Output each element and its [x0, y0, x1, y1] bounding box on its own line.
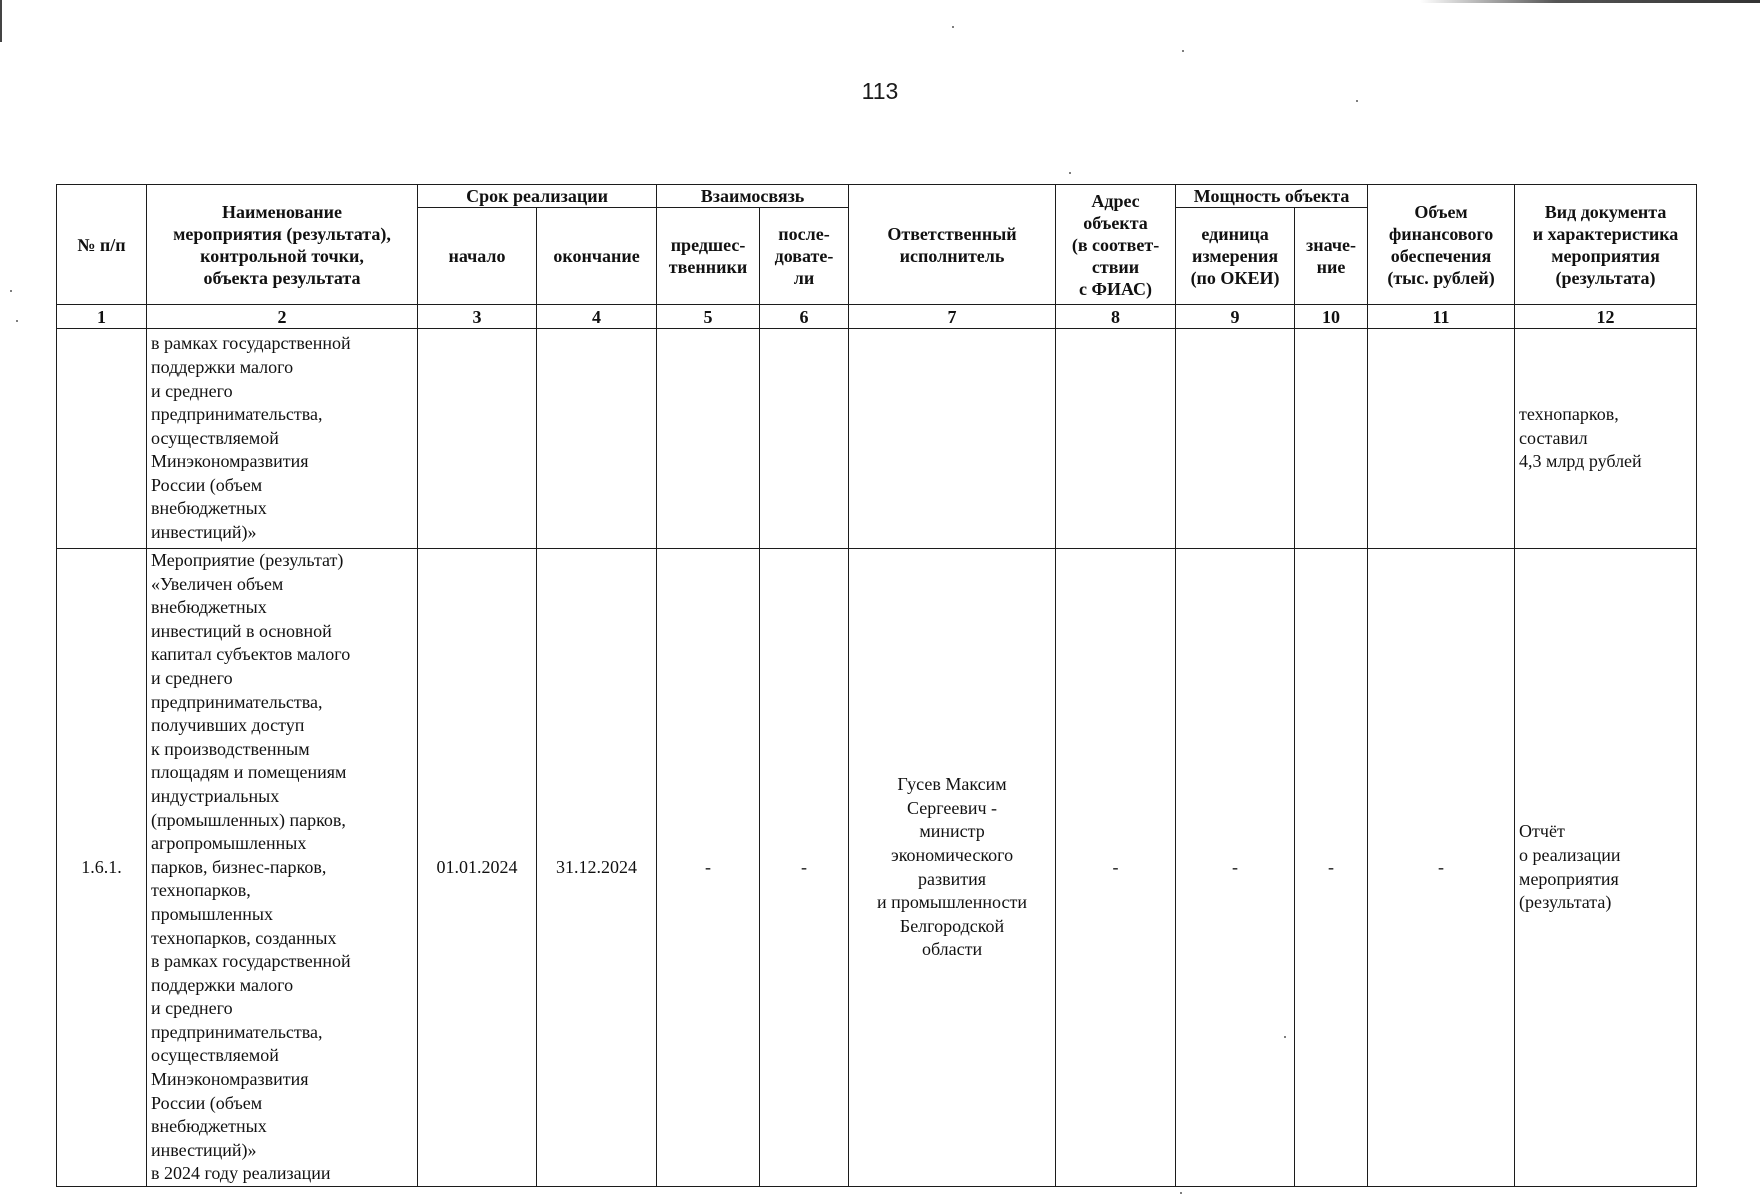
- cell-unit: -: [1176, 549, 1295, 1187]
- header-link-next: после- довате- ли: [760, 208, 849, 305]
- column-number: 4: [537, 305, 657, 329]
- column-number: 3: [418, 305, 537, 329]
- column-number: 5: [657, 305, 760, 329]
- cell-finance: -: [1368, 549, 1515, 1187]
- scan-left-mark: [0, 0, 2, 42]
- cell-responsible: Гусев Максим Сергеевич - министр экономического развития и промышленности Белгородской области: [849, 549, 1056, 1187]
- header-address: Адрес объекта (в соответ- ствии с ФИАС): [1056, 185, 1176, 305]
- cell-unit: [1176, 329, 1295, 549]
- cell-end: 31.12.2024: [537, 549, 657, 1187]
- cell-prev: -: [657, 549, 760, 1187]
- scan-speck: [1182, 50, 1184, 52]
- cell-document: Отчёт о реализации мероприятия (результата): [1515, 549, 1697, 1187]
- cell-end: [537, 329, 657, 549]
- schedule-table: [56, 184, 1697, 1187]
- cell-num: 1.6.1.: [57, 549, 147, 1187]
- header-capacity: Мощность объекта: [1176, 185, 1368, 208]
- header-finance: Объем финансового обеспечения (тыс. рублей): [1368, 185, 1515, 305]
- column-number: 6: [760, 305, 849, 329]
- cell-name: Мероприятие (результат) «Увеличен объем внебюджетных инвестиций в основной капитал субъектов малого и среднего предпринимательства, получивших доступ к производственным площадям и помещениям индустриальных (промышленных) парков, агропромышленных парков, бизнес-парков, технопарков, промышленных технопарков, созданных в рамках государственной поддержки малого и среднего предпринимательства, осуществляемой Минэкономразвития России (объем внебюджетных инвестиций)» в 2024 году реализации: [147, 549, 418, 1187]
- header-capacity-unit: единица измерения (по ОКЕИ): [1176, 208, 1295, 305]
- scan-speck: [1180, 1192, 1182, 1194]
- cell-address: -: [1056, 549, 1176, 1187]
- cell-start: [418, 329, 537, 549]
- cell-start: 01.01.2024: [418, 549, 537, 1187]
- header-period-start: начало: [418, 208, 537, 305]
- cell-document: технопарков, составил 4,3 млрд рублей: [1515, 329, 1697, 549]
- cell-address: [1056, 329, 1176, 549]
- header-capacity-value: значе- ние: [1295, 208, 1368, 305]
- cell-value: -: [1295, 549, 1368, 1187]
- column-number: 1: [57, 305, 147, 329]
- header-row: [57, 185, 1697, 208]
- header-period: Срок реализации: [418, 185, 657, 208]
- column-number-row: [57, 305, 1697, 329]
- column-number: 8: [1056, 305, 1176, 329]
- column-number: 11: [1368, 305, 1515, 329]
- column-number: 9: [1176, 305, 1295, 329]
- header-num: № п/п: [57, 185, 147, 305]
- cell-num: [57, 329, 147, 549]
- cell-next: [760, 329, 849, 549]
- table-row-1-6-1: [57, 549, 1697, 1187]
- column-number: 2: [147, 305, 418, 329]
- column-number: 10: [1295, 305, 1368, 329]
- header-period-end: окончание: [537, 208, 657, 305]
- table-row-continuation: [57, 329, 1697, 549]
- scan-speck: [1069, 172, 1071, 174]
- column-number: 7: [849, 305, 1056, 329]
- header-link-prev: предшес- твенники: [657, 208, 760, 305]
- scan-speck: [16, 320, 18, 322]
- header-document: Вид документа и характеристика мероприятия (результата): [1515, 185, 1697, 305]
- cell-finance: [1368, 329, 1515, 549]
- cell-name: в рамках государственной поддержки малого и среднего предпринимательства, осуществляемой Минэкономразвития России (объем внебюджетных инвестиций)»: [147, 329, 418, 549]
- cell-next: -: [760, 549, 849, 1187]
- column-number: 12: [1515, 305, 1697, 329]
- scan-edge-shadow: [1420, 0, 1760, 3]
- header-responsible: Ответственный исполнитель: [849, 185, 1056, 305]
- cell-value: [1295, 329, 1368, 549]
- cell-responsible: [849, 329, 1056, 549]
- header-name: Наименование мероприятия (результата), контрольной точки, объекта результата: [147, 185, 418, 305]
- cell-prev: [657, 329, 760, 549]
- page-number: 113: [861, 78, 899, 104]
- scan-speck: [952, 26, 954, 28]
- scan-speck: [10, 290, 12, 292]
- header-link: Взаимосвязь: [657, 185, 849, 208]
